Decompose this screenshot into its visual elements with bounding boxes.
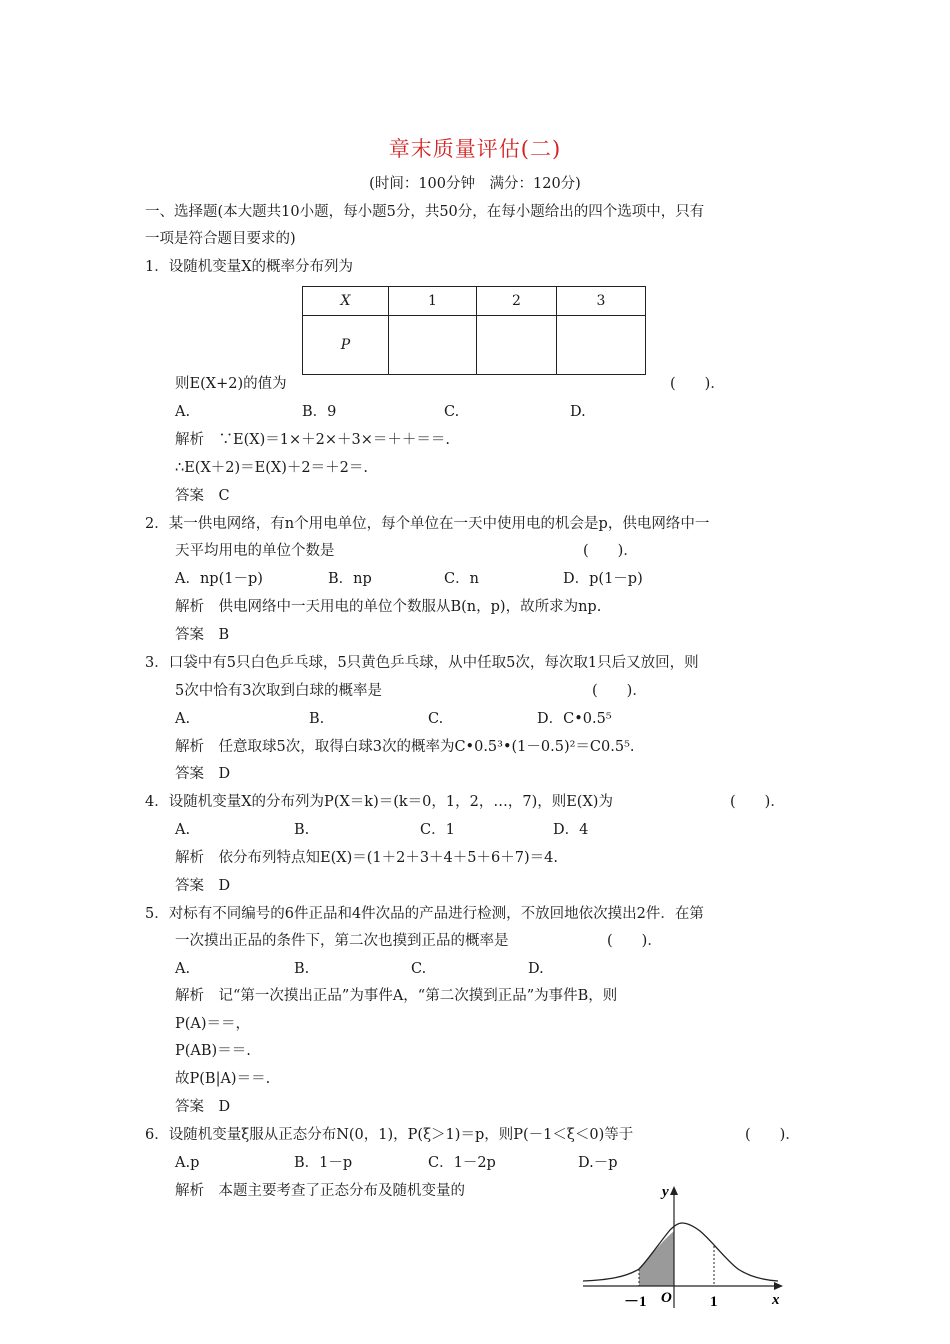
q2-option-d: D．p(1－p) bbox=[563, 571, 643, 587]
q6-answer-paren: ( )． bbox=[745, 1127, 800, 1143]
q6-stem: 6．设随机变量ξ服从正态分布N(0，1)，P(ξ＞1)＝p，则P(－1＜ξ＜0)等于 bbox=[145, 1127, 634, 1143]
q4-option-d: D．4 bbox=[553, 822, 589, 838]
q1-answer-paren: ( )． bbox=[670, 376, 725, 392]
q5-analysis-line3: P(AB)＝＝. bbox=[175, 1043, 251, 1059]
y-axis-arrow-icon bbox=[670, 1186, 678, 1195]
q4-answer: 答案 D bbox=[175, 878, 231, 894]
x-axis-arrow-icon bbox=[774, 1282, 783, 1290]
section-heading-cont: 一项是符合题目要求的) bbox=[145, 231, 296, 247]
q2-analysis: 解析 供电网络中一天用电的单位个数服从B(n，p)，故所求为np. bbox=[175, 599, 602, 615]
y-axis-label: y bbox=[662, 1184, 669, 1200]
q2-option-c: C．n bbox=[444, 571, 479, 587]
q4-option-a: A. bbox=[175, 822, 191, 838]
q1-option-c: C. bbox=[444, 404, 460, 420]
q1-option-d: D. bbox=[570, 404, 586, 420]
q5-option-d: D. bbox=[528, 961, 544, 977]
x-axis-label: x bbox=[772, 1292, 780, 1308]
q5-option-c: C. bbox=[411, 961, 427, 977]
shaded-region bbox=[639, 1231, 674, 1286]
q1-analysis: 解析 ∵E(X)＝1×＋2×＋3×＝＋＋＝＝. bbox=[175, 432, 450, 448]
q3-stem-cont: 5次中恰有3次取到白球的概率是 bbox=[175, 683, 382, 699]
q5-answer: 答案 D bbox=[175, 1099, 231, 1115]
table-cell bbox=[477, 316, 557, 375]
q4-stem: 4．设随机变量X的分布列为P(X＝k)＝(k＝0，1，2，…，7)，则E(X)为 bbox=[145, 794, 613, 810]
table-header-cell: 2 bbox=[477, 287, 557, 316]
q1-option-a: A. bbox=[175, 404, 191, 420]
table-header-cell: X bbox=[303, 287, 389, 316]
table-cell bbox=[557, 316, 646, 375]
q6-analysis: 解析 本题主要考查了正态分布及随机变量的 bbox=[175, 1183, 465, 1199]
normal-distribution-figure bbox=[578, 1180, 788, 1310]
q2-stem: 2．某一供电网络，有n个用电单位，每个单位在一天中使用电的机会是p，供电网络中一 bbox=[145, 516, 710, 532]
q2-option-b: B．np bbox=[328, 571, 372, 587]
q5-option-b: B. bbox=[294, 961, 310, 977]
q3-answer-paren: ( )． bbox=[592, 683, 647, 699]
q5-stem-cont: 一次摸出正品的条件下，第二次也摸到正品的概率是 bbox=[175, 933, 509, 949]
q5-answer-paren: ( )． bbox=[607, 933, 662, 949]
q3-answer: 答案 D bbox=[175, 766, 231, 782]
q2-answer-paren: ( )． bbox=[583, 543, 638, 559]
q1-stem: 1．设随机变量X的概率分布列为 bbox=[145, 259, 354, 275]
q4-option-b: B. bbox=[294, 822, 310, 838]
tick-label-one: 1 bbox=[710, 1294, 718, 1310]
q1-ask: 则E(X+2)的值为 bbox=[175, 376, 287, 392]
tick-label-neg-one: －1 bbox=[624, 1294, 647, 1310]
q4-option-c: C．1 bbox=[420, 822, 455, 838]
q1-distribution-table bbox=[302, 286, 646, 375]
q2-answer: 答案 B bbox=[175, 627, 230, 643]
q6-option-b: B．1－p bbox=[294, 1155, 353, 1171]
q4-answer-paren: ( )． bbox=[730, 794, 785, 810]
table-cell bbox=[389, 316, 477, 375]
table-header-cell: 1 bbox=[389, 287, 477, 316]
q5-stem: 5．对标有不同编号的6件正品和4件次品的产品进行检测，不放回地依次摸出2件．在第 bbox=[145, 906, 704, 922]
exam-info: (时间：100分钟 满分：120分) bbox=[369, 176, 581, 192]
q4-analysis: 解析 依分布列特点知E(X)＝(1＋2＋3＋4＋5＋6＋7)＝4. bbox=[175, 850, 558, 866]
q1-option-b: B．9 bbox=[302, 404, 337, 420]
table-cell: P bbox=[303, 316, 389, 375]
q3-option-b: B. bbox=[309, 711, 325, 727]
q1-analysis-cont: ∴E(X＋2)＝E(X)＋2＝＋2＝. bbox=[175, 460, 368, 476]
q2-option-a: A．np(1－p) bbox=[175, 571, 263, 587]
normal-curve-smooth bbox=[583, 1223, 778, 1281]
q3-analysis: 解析 任意取球5次，取得白球3次的概率为C•0.5³•(1－0.5)²＝C0.5⁵. bbox=[175, 739, 635, 755]
normal-curve bbox=[583, 1223, 778, 1281]
q2-stem-cont: 天平均用电的单位个数是 bbox=[175, 543, 335, 559]
q5-analysis-line4: 故P(B|A)＝＝. bbox=[175, 1071, 271, 1087]
q3-option-d: D．C•0.5⁵ bbox=[537, 711, 612, 727]
q5-analysis-line2: P(A)＝＝， bbox=[175, 1016, 251, 1032]
q6-option-d: D.－p bbox=[578, 1155, 618, 1171]
page-title: 章末质量评估(二) bbox=[388, 137, 562, 161]
q6-option-a: A.p bbox=[175, 1155, 200, 1171]
table-header-cell: 3 bbox=[557, 287, 646, 316]
q3-stem: 3．口袋中有5只白色乒乓球，5只黄色乒乓球，从中任取5次，每次取1只后又放回，则 bbox=[145, 655, 699, 671]
q3-option-a: A. bbox=[175, 711, 191, 727]
q6-option-c: C．1－2p bbox=[428, 1155, 496, 1171]
q1-answer: 答案 C bbox=[175, 488, 230, 504]
q5-analysis: 解析 记“第一次摸出正品”为事件A，“第二次摸到正品”为事件B，则 bbox=[175, 988, 618, 1004]
q3-option-c: C. bbox=[428, 711, 444, 727]
q5-option-a: A. bbox=[175, 961, 191, 977]
origin-label: O bbox=[661, 1290, 672, 1306]
section-heading: 一、选择题(本大题共10小题，每小题5分，共50分，在每小题给出的四个选项中，只有 bbox=[145, 204, 705, 220]
